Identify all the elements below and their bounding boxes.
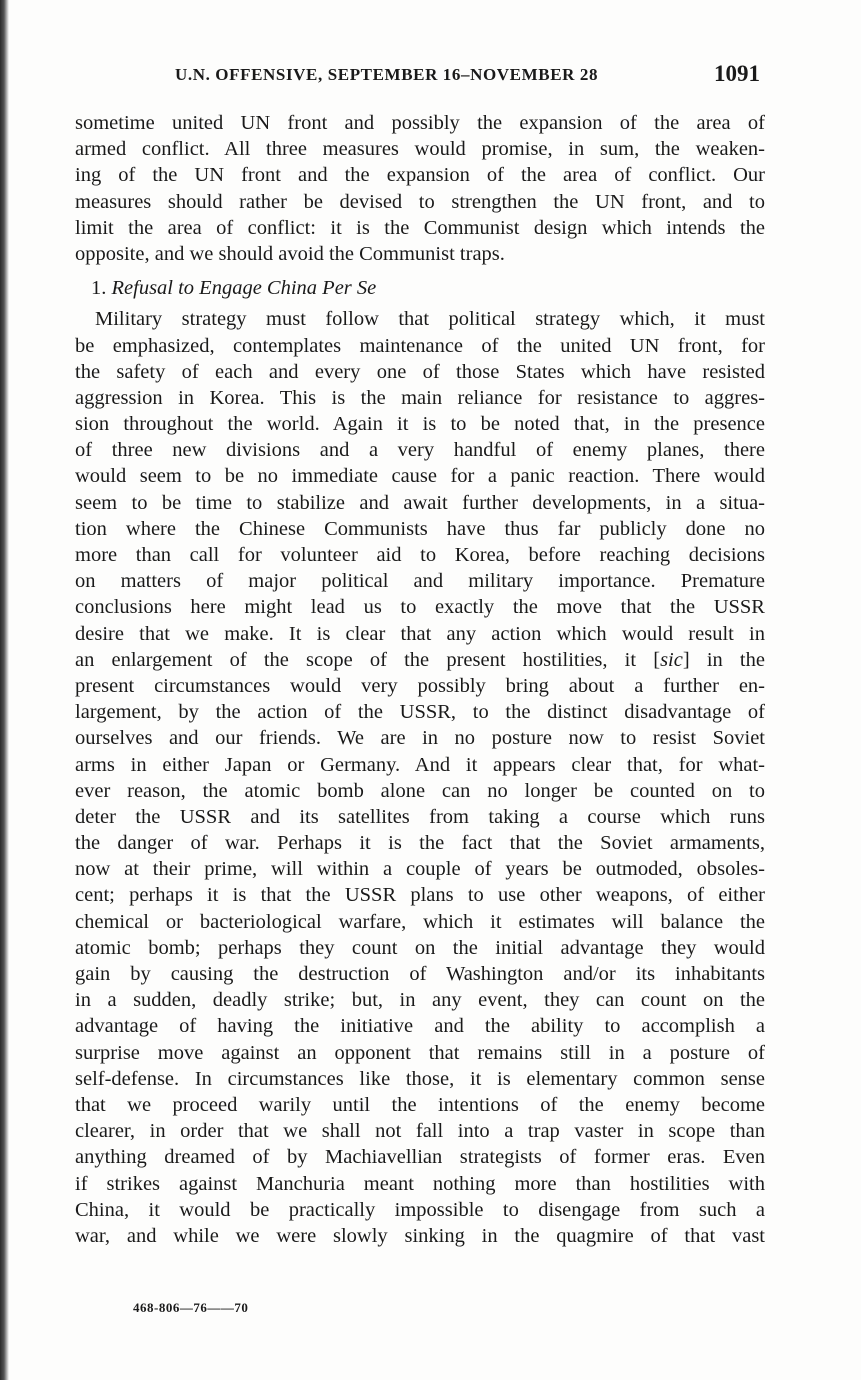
text-line: desire that we make. It is clear that any action which would result in	[75, 622, 765, 645]
text-line: if strikes against Manchuria meant nothing more than hostilities with	[75, 1172, 765, 1195]
text-line: deter the USSR and its satellites from taking a course which runs	[75, 805, 765, 828]
text-line: armed conflict. All three measures would promise, in sum, the weaken-	[75, 138, 765, 161]
page-number: 1091	[714, 61, 760, 86]
text-line: arms in either Japan or Germany. And it appears clear that, for what-	[75, 753, 765, 776]
text-line: advantage of having the initiative and the ability to accomplish a	[75, 1015, 765, 1038]
text-line: present circumstances would very possibly bring about a further en-	[75, 674, 765, 697]
page-binding-edge	[0, 0, 9, 1380]
text-line: be emphasized, contemplates maintenance of the united UN front, for	[75, 334, 765, 357]
section-heading	[75, 275, 765, 301]
text-line: of three new divisions and a very handful of enemy planes, there	[75, 439, 765, 462]
text-line: limit the area of conflict: it is the Communist design which intends the	[75, 216, 765, 239]
text-line: conclusions here might lead us to exactly the move that the USSR	[75, 596, 765, 619]
text-line: cent; perhaps it is that the USSR plans to use other weapons, of either	[75, 884, 765, 907]
text-line: atomic bomb; perhaps they count on the initial advantage they would	[75, 936, 765, 959]
text-line: the safety of each and every one of those States which have resisted	[75, 360, 765, 383]
text-line: in a sudden, deadly strike; but, in any event, they can count on the	[75, 989, 765, 1012]
body-text	[75, 110, 765, 1249]
section-number: 1.	[91, 277, 107, 300]
running-head	[175, 61, 760, 91]
text-line: that we proceed warily until the intentions of the enemy become	[75, 1093, 765, 1116]
paragraph-continuation	[75, 110, 765, 267]
text-line: the danger of war. Perhaps it is the fact that the Soviet armaments,	[75, 832, 765, 855]
text-line: Military strategy must follow that political strategy which, it must	[95, 308, 765, 331]
text-line: surprise move against an opponent that remains still in a posture of	[75, 1041, 765, 1064]
text-line: ourselves and our friends. We are in no posture now to resist Soviet	[75, 727, 765, 750]
text-line: self-defense. In circumstances like those, it is elementary common sense	[75, 1067, 765, 1090]
text-line: war, and while we were slowly sinking in the quagmire of that vast	[75, 1224, 765, 1247]
section-title: Refusal to Engage China Per Se	[111, 277, 377, 300]
text-line: seem to be time to stabilize and await further developments, in a situa-	[75, 491, 765, 514]
text-line: aggression in Korea. This is the main reliance for resistance to aggres-	[75, 386, 765, 409]
paragraph-military-strategy	[75, 306, 765, 1249]
text-line: an enlargement of the scope of the present hostilities, it [sic] in the	[75, 648, 765, 671]
text-line: clearer, in order that we shall not fall into a trap vaster in scope than	[75, 1120, 765, 1143]
running-head-title: U.N. OFFENSIVE, SEPTEMBER 16–NOVEMBER 28	[175, 65, 599, 84]
text-line: sion throughout the world. Again it is to be noted that, in the presence	[75, 413, 765, 436]
text-line: ever reason, the atomic bomb alone can no longer be counted on to	[75, 779, 765, 802]
text-line: ing of the UN front and the expansion of the area of conflict. Our	[75, 164, 765, 187]
text-line: China, it would be practically impossible to disengage from such a	[75, 1198, 765, 1221]
text-line: tion where the Chinese Communists have thus far publicly done no	[75, 517, 765, 540]
text-line: chemical or bacteriological warfare, which it estimates will balance the	[75, 910, 765, 933]
print-code: 468-806—76——70	[133, 1300, 249, 1315]
text-line: anything dreamed of by Machiavellian strategists of former eras. Even	[75, 1146, 765, 1169]
text-line: largement, by the action of the USSR, to the distinct disadvantage of	[75, 701, 765, 724]
text-line: measures should rather be devised to strengthen the UN front, and to	[75, 190, 765, 213]
text-line: opposite, and we should avoid the Communist traps.	[75, 242, 505, 265]
text-line: would seem to be no immediate cause for a panic reaction. There would	[75, 465, 765, 488]
text-line: gain by causing the destruction of Washington and/or its inhabitants	[75, 963, 765, 985]
text-line: now at their prime, will within a couple of years be outmoded, obsoles-	[75, 858, 765, 881]
text-line: on matters of major political and military importance. Premature	[75, 570, 765, 593]
text-line: sometime united UN front and possibly the expansion of the area of	[75, 112, 765, 134]
text-line: more than call for volunteer aid to Korea, before reaching decisions	[75, 544, 765, 566]
